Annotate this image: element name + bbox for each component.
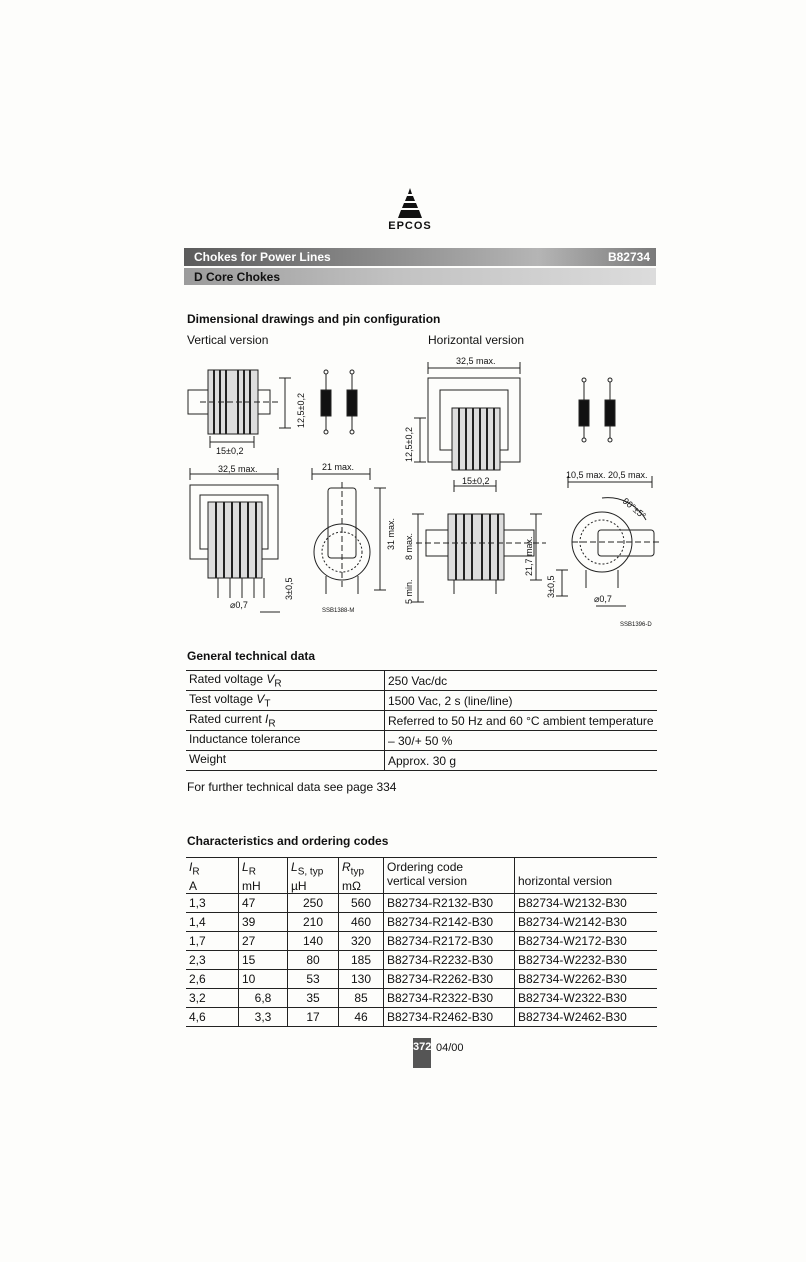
further-data-note: For further technical data see page 334 — [187, 780, 397, 794]
vertical-front-view — [190, 468, 280, 612]
general-data-row — [186, 711, 657, 731]
cell-code-horizontal: B82734-W2142-B30 — [515, 913, 658, 932]
dim-v-pitch-h: 12,5±0,2 — [296, 393, 306, 428]
ordering-row — [186, 989, 657, 1008]
issue-date: 04/00 — [436, 1042, 464, 1054]
cell-inductance: 39 — [239, 913, 288, 932]
dim-h-pin-len: 3±0,5 — [546, 575, 556, 598]
cell-resistance: 460 — [339, 913, 384, 932]
drawings-heading: Dimensional drawings and pin configuration — [187, 312, 441, 326]
cell-resistance: 85 — [339, 989, 384, 1008]
cell-inductance: 27 — [239, 932, 288, 951]
horizontal-version-drawing — [396, 350, 660, 632]
general-data-row — [186, 731, 657, 751]
cell-current: 1,3 — [186, 894, 239, 913]
general-data-label: Inductance tolerance — [186, 731, 385, 751]
horizontal-schematic — [579, 378, 615, 442]
cell-current: 2,6 — [186, 970, 239, 989]
dim-h-pin-dia: ⌀0,7 — [594, 594, 612, 604]
cell-stray-inductance: 210 — [288, 913, 339, 932]
col-ordering-horizontal: horizontal version — [515, 858, 658, 894]
general-data-heading: General technical data — [187, 649, 316, 663]
epcos-logo-icon — [393, 186, 427, 220]
general-data-label: Rated current $I_R$ — [186, 711, 385, 731]
col-rated-current: $I_R$ A — [186, 858, 239, 894]
dim-h-d2: 20,5 max. — [608, 470, 648, 480]
ordering-header-row — [186, 858, 657, 894]
general-data-value: Referred to 50 Hz and 60 °C ambient temperature — [385, 711, 658, 731]
logo-text: EPCOS — [388, 220, 432, 232]
col-resistance: $R_{typ}$ mΩ — [339, 858, 384, 894]
part-number: B82734 — [607, 250, 650, 264]
ordering-row — [186, 913, 657, 932]
dim-h-min: 5 min. — [404, 579, 414, 604]
vertical-side-view — [312, 468, 386, 594]
general-data-row — [186, 691, 657, 711]
dim-h-angle: 90°±5° — [620, 495, 648, 521]
cell-inductance: 47 — [239, 894, 288, 913]
cell-stray-inductance: 140 — [288, 932, 339, 951]
cell-code-vertical: B82734-R2232-B30 — [384, 951, 515, 970]
dim-v-height: 31 max. — [386, 517, 396, 550]
general-data-table — [186, 670, 657, 771]
cell-inductance: 15 — [239, 951, 288, 970]
dim-v-pin-dia: ⌀0,7 — [230, 600, 248, 610]
general-data-label: Weight — [186, 751, 385, 771]
cell-inductance: 3,3 — [239, 1008, 288, 1027]
cell-code-vertical: B82734-R2172-B30 — [384, 932, 515, 951]
cell-current: 1,4 — [186, 913, 239, 932]
general-data-value: 250 Vac/dc — [385, 671, 658, 691]
ordering-row — [186, 1008, 657, 1027]
epcos-logo — [380, 186, 440, 238]
cell-code-horizontal: B82734-W2172-B30 — [515, 932, 658, 951]
dim-h-pitch-w: 15±0,2 — [462, 476, 490, 486]
cell-stray-inductance: 80 — [288, 951, 339, 970]
h-drawing-code: SSB1396-D — [620, 622, 652, 628]
dim-h-height: 21,7 max. — [524, 536, 534, 576]
general-data-value: – 30/+ 50 % — [385, 731, 658, 751]
cell-stray-inductance: 53 — [288, 970, 339, 989]
cell-code-vertical: B82734-R2142-B30 — [384, 913, 515, 932]
page-number-box — [413, 1038, 431, 1068]
general-data-row — [186, 671, 657, 691]
cell-stray-inductance: 250 — [288, 894, 339, 913]
vertical-version-drawing — [180, 350, 410, 625]
cell-inductance: 6,8 — [239, 989, 288, 1008]
general-data-row — [186, 751, 657, 771]
cell-stray-inductance: 17 — [288, 1008, 339, 1027]
cell-code-vertical: B82734-R2322-B30 — [384, 989, 515, 1008]
subcategory-bar — [184, 268, 656, 285]
dim-v-pin-len: 3±0,5 — [284, 577, 294, 600]
cell-stray-inductance: 35 — [288, 989, 339, 1008]
ordering-row — [186, 970, 657, 989]
horizontal-side-view — [556, 476, 660, 606]
general-data-label: Rated voltage $V_R$ — [186, 671, 385, 691]
page-number: 372 — [413, 1041, 432, 1053]
vertical-version-label: Vertical version — [187, 333, 269, 347]
cell-resistance: 130 — [339, 970, 384, 989]
cell-code-horizontal: B82734-W2262-B30 — [515, 970, 658, 989]
v-drawing-code: SSB1388-M — [322, 608, 355, 614]
dim-h-width: 32,5 max. — [456, 356, 496, 366]
cell-code-vertical: B82734-R2262-B30 — [384, 970, 515, 989]
vertical-schematic — [321, 370, 357, 434]
ordering-row — [186, 894, 657, 913]
dim-v-depth: 21 max. — [322, 462, 355, 472]
general-data-value: 1500 Vac, 2 s (line/line) — [385, 691, 658, 711]
ordering-row — [186, 951, 657, 970]
cell-code-horizontal: B82734-W2462-B30 — [515, 1008, 658, 1027]
cell-current: 4,6 — [186, 1008, 239, 1027]
cell-inductance: 10 — [239, 970, 288, 989]
cell-current: 3,2 — [186, 989, 239, 1008]
cell-resistance: 185 — [339, 951, 384, 970]
cell-code-horizontal: B82734-W2322-B30 — [515, 989, 658, 1008]
horizontal-version-label: Horizontal version — [428, 333, 525, 347]
ordering-row — [186, 932, 657, 951]
category-title: Chokes for Power Lines — [194, 250, 331, 264]
dim-v-width: 32,5 max. — [218, 464, 258, 474]
vertical-top-view — [188, 370, 291, 448]
cell-code-vertical: B82734-R2132-B30 — [384, 894, 515, 913]
cell-resistance: 320 — [339, 932, 384, 951]
subcategory-title: D Core Chokes — [194, 270, 281, 284]
general-data-label: Test voltage $V_T$ — [186, 691, 385, 711]
ordering-table — [186, 857, 657, 1027]
dim-v-pitch-w: 15±0,2 — [216, 446, 244, 456]
horizontal-top-view — [414, 362, 520, 492]
cell-resistance: 46 — [339, 1008, 384, 1027]
col-stray-inductance: $L_{S, typ}$ µH — [288, 858, 339, 894]
general-data-value: Approx. 30 g — [385, 751, 658, 771]
ordering-heading: Characteristics and ordering codes — [187, 834, 389, 848]
cell-code-horizontal: B82734-W2132-B30 — [515, 894, 658, 913]
dim-h-d1: 10,5 max. — [566, 470, 606, 480]
cell-resistance: 560 — [339, 894, 384, 913]
cell-code-vertical: B82734-R2462-B30 — [384, 1008, 515, 1027]
cell-current: 1,7 — [186, 932, 239, 951]
col-rated-inductance: $L_R$ mH — [239, 858, 288, 894]
dim-h-pitch-h: 12,5±0,2 — [404, 427, 414, 462]
dim-h-standoff: 8 max. — [404, 532, 414, 560]
category-bar — [184, 248, 656, 266]
cell-current: 2,3 — [186, 951, 239, 970]
col-ordering-vertical: Ordering code vertical version — [384, 858, 515, 894]
cell-code-horizontal: B82734-W2232-B30 — [515, 951, 658, 970]
